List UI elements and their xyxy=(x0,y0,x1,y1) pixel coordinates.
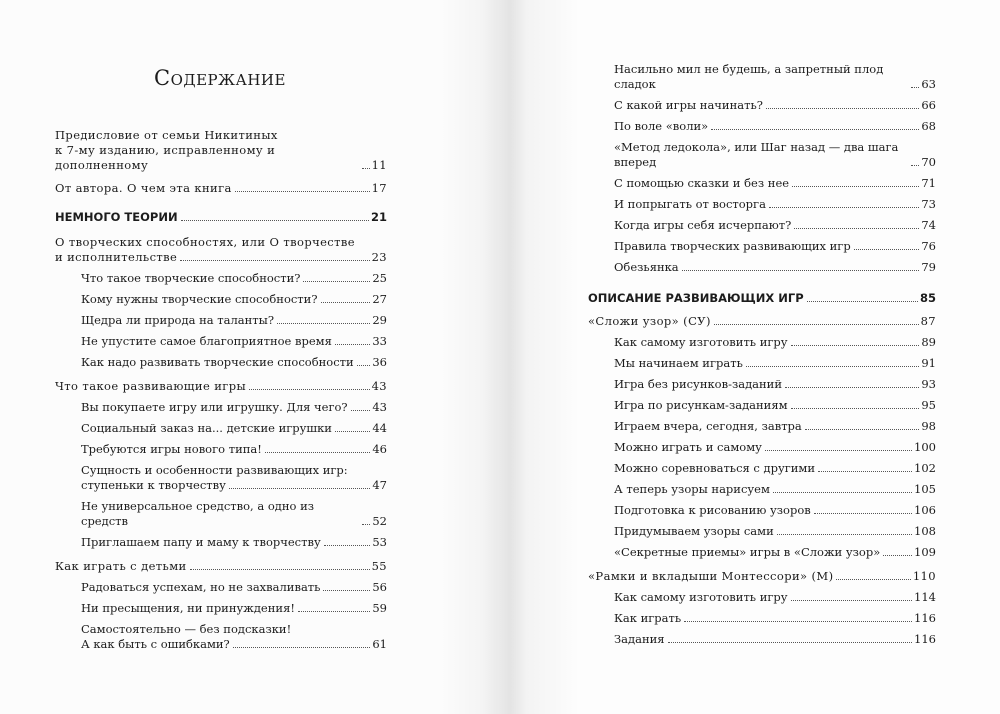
toc-entry xyxy=(588,335,936,350)
toc-page-number: 59 xyxy=(372,601,387,615)
toc-entry-title: ступеньки к творчеству xyxy=(81,478,226,492)
toc-dot-leader xyxy=(711,129,919,130)
toc-dot-leader xyxy=(777,534,912,535)
toc-entry xyxy=(55,580,387,595)
toc-page-number: 21 xyxy=(370,210,387,224)
toc-entry-title: Как самому изготовить игру xyxy=(614,590,788,604)
toc-entry xyxy=(588,62,936,92)
toc-page-number: 43 xyxy=(372,400,387,414)
toc-dot-leader xyxy=(769,207,919,208)
toc-page-number: 91 xyxy=(921,356,936,370)
toc-entry-title: Обезьянка xyxy=(614,260,679,274)
toc-page-number: 116 xyxy=(914,632,936,646)
toc-dot-leader xyxy=(362,168,370,169)
toc-dot-leader xyxy=(181,220,369,221)
toc-entry xyxy=(55,235,387,265)
toc-entry-title: Задания xyxy=(614,632,665,646)
toc-entry-title: Ни пресыщения, ни принуждения! xyxy=(81,601,295,615)
toc-entry-title: Не упустите самое благоприятное время xyxy=(81,334,332,348)
toc-dot-leader xyxy=(265,452,370,453)
toc-entry xyxy=(55,421,387,436)
toc-entry-title: С какой игры начинать? xyxy=(614,98,763,112)
toc-entry xyxy=(55,379,387,394)
toc-entry xyxy=(55,181,387,196)
toc-entry xyxy=(588,632,936,647)
toc-page-number: 108 xyxy=(914,524,936,538)
toc-entry xyxy=(588,611,936,626)
toc-entry-title: «Метод ледокола», или Шаг назад — два шага вперед xyxy=(614,140,899,169)
toc-dot-leader xyxy=(714,324,919,325)
toc-page-number: 33 xyxy=(372,334,387,348)
toc-dot-leader xyxy=(746,366,920,367)
toc-page-number: 89 xyxy=(921,335,936,349)
toc-page-number: 53 xyxy=(372,535,387,549)
toc-entry-title: А теперь узоры нарисуем xyxy=(614,482,770,496)
toc-page-number: 105 xyxy=(914,482,936,496)
toc-page-number: 55 xyxy=(371,559,387,573)
toc-dot-leader xyxy=(298,611,370,612)
toc-entry xyxy=(588,482,936,497)
toc-dot-leader xyxy=(682,270,920,271)
toc-dot-leader xyxy=(335,344,371,345)
toc-entry xyxy=(55,271,387,286)
toc-dot-leader xyxy=(791,600,913,601)
toc-dot-leader xyxy=(836,579,910,580)
toc-entry xyxy=(55,334,387,349)
toc-page-number: 95 xyxy=(921,398,936,412)
toc-entry xyxy=(588,260,936,275)
toc-entry-title: Радоваться успехам, но не захваливать xyxy=(81,580,321,594)
toc-dot-leader xyxy=(684,621,912,622)
toc-entry xyxy=(55,128,387,173)
toc-dot-leader xyxy=(791,345,920,346)
toc-entry-title: Как играть xyxy=(614,611,682,625)
toc-entry-title: «Сложи узор» (СУ) xyxy=(588,314,711,328)
toc-dot-leader xyxy=(883,555,912,556)
toc-dot-leader xyxy=(791,408,920,409)
toc-dot-leader xyxy=(351,410,371,411)
toc-page-number: 36 xyxy=(372,355,387,369)
toc-entry xyxy=(55,313,387,328)
toc-dot-leader xyxy=(229,488,370,489)
toc-dot-leader xyxy=(303,281,370,282)
toc-page-number: 87 xyxy=(920,314,936,328)
toc-page-number: 25 xyxy=(372,271,387,285)
toc-entry-title: к 7-му изданию, исправленному и дополненному xyxy=(55,143,276,172)
toc-entry-title: И попрыгать от восторга xyxy=(614,197,766,211)
toc-entry-title: Как самому изготовить игру xyxy=(614,335,788,349)
toc-page-number: 68 xyxy=(921,119,936,133)
toc-page-number: 23 xyxy=(371,250,387,264)
toc-page-number: 47 xyxy=(372,478,387,492)
toc-page-number: 110 xyxy=(912,569,936,583)
toc-dot-leader xyxy=(190,569,370,570)
toc-entry-title: Самостоятельно — без подсказки! xyxy=(81,622,292,636)
toc-entry-title: Как играть с детьми xyxy=(55,559,187,573)
toc-entry xyxy=(55,622,387,652)
toc-entry-title: Насильно мил не будешь, а запретный плод сладок xyxy=(614,62,884,91)
toc-entry xyxy=(55,355,387,370)
toc-page-number: 85 xyxy=(919,291,936,305)
toc-entry xyxy=(55,292,387,307)
toc-dot-leader xyxy=(321,302,371,303)
toc-entry-title: От автора. О чем эта книга xyxy=(55,181,232,195)
toc-dot-leader xyxy=(235,191,370,192)
toc-page-number: 63 xyxy=(921,77,936,91)
toc-page-number: 100 xyxy=(914,440,936,454)
toc-dot-leader xyxy=(792,186,919,187)
toc-page-number: 56 xyxy=(372,580,387,594)
toc-dot-leader xyxy=(362,524,370,525)
toc-entry xyxy=(588,524,936,539)
toc-dot-leader xyxy=(814,513,912,514)
toc-page-number: 70 xyxy=(921,155,936,169)
toc-page-number: 106 xyxy=(914,503,936,517)
toc-page-number: 27 xyxy=(372,292,387,306)
toc-page-number: 73 xyxy=(921,197,936,211)
toc-dot-leader xyxy=(773,492,912,493)
toc-entry-title: Вы покупаете игру или игрушку. Для чего? xyxy=(81,400,348,414)
toc-entry-title: Социальный заказ на... детские игрушки xyxy=(81,421,332,435)
toc-entry-title: По воле «воли» xyxy=(614,119,709,133)
toc-entry-title: Что такое творческие способности? xyxy=(81,271,301,285)
toc-page-number: 114 xyxy=(914,590,936,604)
toc-dot-leader xyxy=(794,228,919,229)
toc-entry-title: и исполнительстве xyxy=(55,250,178,264)
toc-entry xyxy=(588,440,936,455)
toc-entry xyxy=(588,419,936,434)
toc-dot-leader xyxy=(765,450,912,451)
toc-dot-leader xyxy=(277,323,370,324)
toc-dot-leader xyxy=(668,642,913,643)
toc-entry xyxy=(55,601,387,616)
toc-page-number: 109 xyxy=(914,545,936,559)
toc-page-number: 116 xyxy=(914,611,936,625)
toc-entry-title: Игра по рисункам-заданиям xyxy=(614,398,788,412)
toc-entry-title: С помощью сказки и без нее xyxy=(614,176,790,190)
toc-entry-title: Приглашаем папу и маму к творчеству xyxy=(81,535,321,549)
toc-entry-title: Когда игры себя исчерпают? xyxy=(614,218,792,232)
toc-dot-leader xyxy=(807,301,918,302)
toc-page-number: 52 xyxy=(372,514,387,528)
toc-entry xyxy=(55,535,387,550)
toc-entry-title: Щедра ли природа на таланты? xyxy=(81,313,274,327)
toc-dot-leader xyxy=(324,545,371,546)
toc-page-number: 93 xyxy=(921,377,936,391)
toc-page-number: 46 xyxy=(372,442,387,456)
toc-entry xyxy=(588,218,936,233)
toc-page-number: 17 xyxy=(371,181,387,195)
toc-entry-title: Можно соревноваться с другими xyxy=(614,461,816,475)
toc-entry-title: ОПИСАНИЕ РАЗВИВАЮЩИХ ИГР xyxy=(588,291,804,305)
toc-entry xyxy=(588,140,936,170)
toc-page-number: 76 xyxy=(921,239,936,253)
toc-entry xyxy=(588,197,936,212)
toc-dot-leader xyxy=(805,429,920,430)
toc-dot-leader xyxy=(911,165,919,166)
toc-entry xyxy=(55,463,387,493)
toc-dot-leader xyxy=(357,365,371,366)
toc-entry xyxy=(588,239,936,254)
toc-entry xyxy=(588,569,936,584)
toc-entry xyxy=(588,503,936,518)
toc-dot-leader xyxy=(323,590,370,591)
toc-dot-leader xyxy=(249,389,370,390)
toc-dot-leader xyxy=(785,387,919,388)
page-title: Содержание xyxy=(154,66,286,90)
toc-entry xyxy=(588,590,936,605)
toc-entry xyxy=(55,499,387,529)
toc-dot-leader xyxy=(911,87,919,88)
toc-dot-leader xyxy=(233,647,371,648)
toc-page-number: 66 xyxy=(921,98,936,112)
toc-entry-title: Играем вчера, сегодня, завтра xyxy=(614,419,802,433)
toc-page-number: 71 xyxy=(921,176,936,190)
toc-page-number: 74 xyxy=(921,218,936,232)
toc-entry-title: Правила творческих развивающих игр xyxy=(614,239,851,253)
toc-page-number: 11 xyxy=(371,158,387,172)
toc-entry xyxy=(588,356,936,371)
toc-entry-title: Кому нужны творческие способности? xyxy=(81,292,318,306)
toc-dot-leader xyxy=(180,260,369,261)
toc-entry xyxy=(588,98,936,113)
toc-entry xyxy=(55,442,387,457)
toc-entry-title: Предисловие от семьи Никитиных xyxy=(55,128,278,142)
toc-entry-title: «Секретные приемы» игры в «Сложи узор» xyxy=(614,545,881,559)
toc-entry-title: Как надо развивать творческие способности xyxy=(81,355,354,369)
toc-entry-title: НЕМНОГО ТЕОРИИ xyxy=(55,210,178,224)
toc-entry xyxy=(588,377,936,392)
toc-page-number: 29 xyxy=(372,313,387,327)
toc-dot-leader xyxy=(854,249,920,250)
toc-dot-leader xyxy=(335,431,370,432)
toc-dot-leader xyxy=(818,471,912,472)
toc-entry-title: Мы начинаем играть xyxy=(614,356,743,370)
toc-list-left xyxy=(55,128,387,652)
toc-entry xyxy=(55,400,387,415)
toc-dot-leader xyxy=(766,108,919,109)
toc-page-number: 44 xyxy=(372,421,387,435)
toc-list-right xyxy=(588,62,936,647)
toc-entry-title: Не универсальное средство, а одно из средств xyxy=(81,499,315,528)
toc-entry xyxy=(588,461,936,476)
toc-entry xyxy=(588,291,936,306)
toc-page-number: 61 xyxy=(372,637,387,651)
toc-entry-title: Подготовка к рисованию узоров xyxy=(614,503,811,517)
toc-entry xyxy=(55,210,387,225)
toc-page-number: 79 xyxy=(921,260,936,274)
toc-entry xyxy=(588,398,936,413)
toc-entry-title: А как быть с ошибками? xyxy=(81,637,230,651)
toc-entry xyxy=(588,545,936,560)
toc-entry-title: Сущность и особенности развивающих игр: xyxy=(81,463,348,477)
toc-entry-title: Придумываем узоры сами xyxy=(614,524,774,538)
toc-page-number: 98 xyxy=(921,419,936,433)
toc-entry-title: Что такое развивающие игры xyxy=(55,379,247,393)
toc-entry xyxy=(588,176,936,191)
toc-page-number: 102 xyxy=(914,461,936,475)
toc-entry xyxy=(588,119,936,134)
toc-entry-title: Игра без рисунков-заданий xyxy=(614,377,783,391)
toc-entry-title: «Рамки и вкладыши Монтессори» (М) xyxy=(588,569,834,583)
toc-entry-title: Требуются игры нового типа! xyxy=(81,442,262,456)
toc-entry-title: О творческих способностях, или О творчестве xyxy=(55,235,355,249)
toc-entry-title: Можно играть и самому xyxy=(614,440,762,454)
toc-page-number: 43 xyxy=(371,379,387,393)
toc-entry xyxy=(588,314,936,329)
toc-entry xyxy=(55,559,387,574)
